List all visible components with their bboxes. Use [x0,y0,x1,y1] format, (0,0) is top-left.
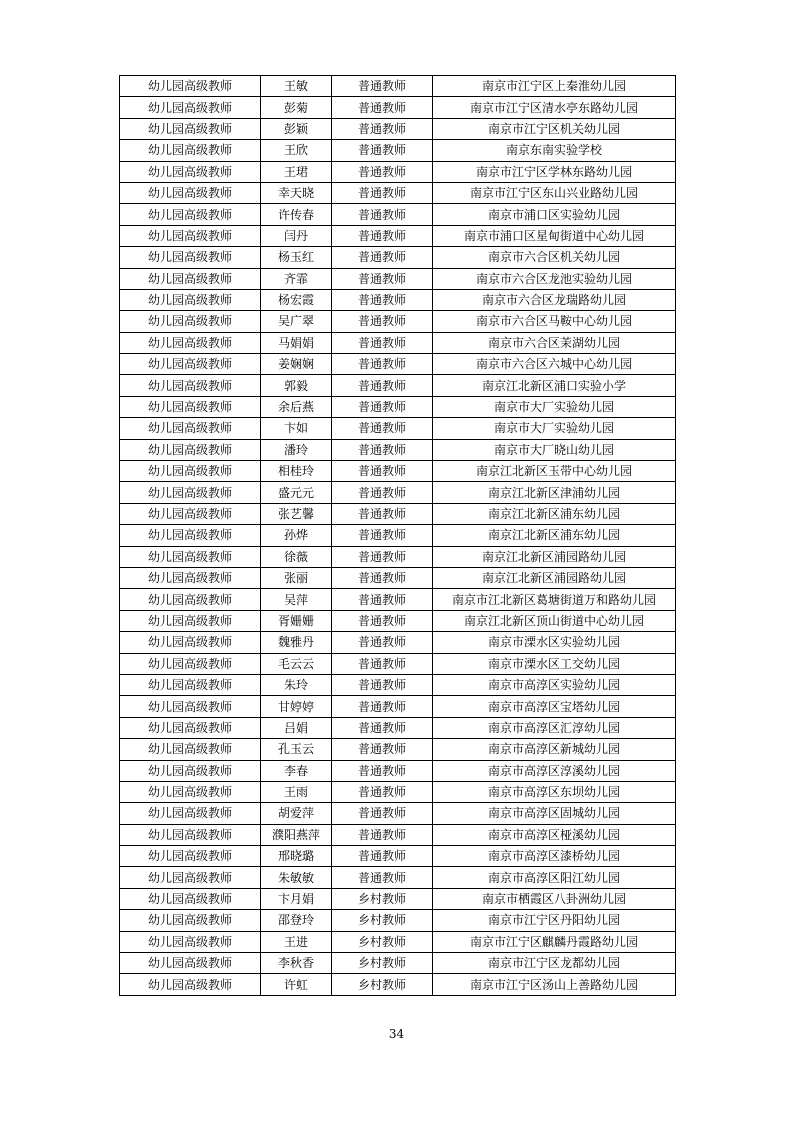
unit-cell: 南京市大厂晓山幼儿园 [433,439,676,460]
title-cell: 幼儿园高级教师 [120,182,261,203]
unit-cell: 南京市高淳区汇淳幼儿园 [433,717,676,738]
table-row [120,76,676,97]
category-cell: 普通教师 [332,674,433,695]
roster-body [120,76,676,996]
unit-cell: 南京市江宁区清水亭东路幼儿园 [433,97,676,118]
name-cell: 王珺 [261,161,332,182]
unit-cell: 南京市江北新区葛塘街道万和路幼儿园 [433,589,676,610]
name-cell: 卞月娟 [261,888,332,909]
name-cell: 姜娴娴 [261,354,332,375]
name-cell: 郭毅 [261,375,332,396]
name-cell: 齐霏 [261,268,332,289]
title-cell: 幼儿园高级教师 [120,632,261,653]
table-row [120,824,676,845]
category-cell: 普通教师 [332,140,433,161]
table-row [120,931,676,952]
table-row [120,953,676,974]
table-row [120,268,676,289]
category-cell: 普通教师 [332,311,433,332]
title-cell: 幼儿园高级教师 [120,739,261,760]
table-row [120,525,676,546]
unit-cell: 南京市江宁区丹阳幼儿园 [433,910,676,931]
name-cell: 邵登玲 [261,910,332,931]
table-row [120,182,676,203]
name-cell: 许虹 [261,974,332,995]
category-cell: 普通教师 [332,653,433,674]
name-cell: 杨玉红 [261,247,332,268]
category-cell: 普通教师 [332,225,433,246]
unit-cell: 南京市六合区机关幼儿园 [433,247,676,268]
table-row [120,632,676,653]
unit-cell: 南京市六合区龙池实验幼儿园 [433,268,676,289]
title-cell: 幼儿园高级教师 [120,567,261,588]
table-row [120,396,676,417]
title-cell: 幼儿园高级教师 [120,953,261,974]
table-row [120,461,676,482]
name-cell: 幸天晓 [261,182,332,203]
unit-cell: 南京市江宁区汤山上善路幼儿园 [433,974,676,995]
name-cell: 彭菊 [261,97,332,118]
table-row [120,375,676,396]
category-cell: 普通教师 [332,289,433,310]
name-cell: 杨宏霞 [261,289,332,310]
table-row [120,439,676,460]
category-cell: 乡村教师 [332,974,433,995]
title-cell: 幼儿园高级教师 [120,439,261,460]
unit-cell: 南京市溧水区实验幼儿园 [433,632,676,653]
title-cell: 幼儿园高级教师 [120,717,261,738]
category-cell: 普通教师 [332,867,433,888]
unit-cell: 南京市高淳区宝塔幼儿园 [433,696,676,717]
table-row [120,311,676,332]
category-cell: 普通教师 [332,632,433,653]
name-cell: 余后燕 [261,396,332,417]
name-cell: 孙烨 [261,525,332,546]
title-cell: 幼儿园高级教师 [120,910,261,931]
name-cell: 王雨 [261,781,332,802]
unit-cell: 南京市高淳区实验幼儿园 [433,674,676,695]
unit-cell: 南京江北新区浦园路幼儿园 [433,567,676,588]
category-cell: 乡村教师 [332,931,433,952]
title-cell: 幼儿园高级教师 [120,482,261,503]
unit-cell: 南京江北新区浦东幼儿园 [433,503,676,524]
category-cell: 普通教师 [332,439,433,460]
unit-cell: 南京市浦口区实验幼儿园 [433,204,676,225]
unit-cell: 南京市浦口区星甸街道中心幼儿园 [433,225,676,246]
category-cell: 普通教师 [332,482,433,503]
category-cell: 普通教师 [332,567,433,588]
category-cell: 普通教师 [332,118,433,139]
category-cell: 普通教师 [332,396,433,417]
category-cell: 普通教师 [332,247,433,268]
table-row [120,247,676,268]
name-cell: 朱玲 [261,674,332,695]
table-row [120,418,676,439]
unit-cell: 南京江北新区浦东幼儿园 [433,525,676,546]
name-cell: 徐薇 [261,546,332,567]
title-cell: 幼儿园高级教师 [120,332,261,353]
table-row [120,888,676,909]
category-cell: 普通教师 [332,503,433,524]
title-cell: 幼儿园高级教师 [120,354,261,375]
category-cell: 普通教师 [332,781,433,802]
category-cell: 普通教师 [332,739,433,760]
title-cell: 幼儿园高级教师 [120,653,261,674]
title-cell: 幼儿园高级教师 [120,503,261,524]
name-cell: 吴萍 [261,589,332,610]
name-cell: 王欣 [261,140,332,161]
table-row [120,567,676,588]
unit-cell: 南京市高淳区桠溪幼儿园 [433,824,676,845]
category-cell: 普通教师 [332,161,433,182]
unit-cell: 南京市六合区六城中心幼儿园 [433,354,676,375]
name-cell: 卞如 [261,418,332,439]
table-row [120,332,676,353]
category-cell: 普通教师 [332,824,433,845]
title-cell: 幼儿园高级教师 [120,824,261,845]
name-cell: 孔玉云 [261,739,332,760]
name-cell: 李秋香 [261,953,332,974]
table-row [120,589,676,610]
table-row [120,610,676,631]
category-cell: 普通教师 [332,696,433,717]
category-cell: 普通教师 [332,354,433,375]
unit-cell: 南京市江宁区学林东路幼儿园 [433,161,676,182]
title-cell: 幼儿园高级教师 [120,247,261,268]
name-cell: 彭颖 [261,118,332,139]
table-row [120,140,676,161]
category-cell: 普通教师 [332,418,433,439]
title-cell: 幼儿园高级教师 [120,525,261,546]
name-cell: 吴广翠 [261,311,332,332]
name-cell: 邢晓璐 [261,846,332,867]
title-cell: 幼儿园高级教师 [120,760,261,781]
teacher-roster-table [119,75,676,996]
page-number: 34 [388,1027,405,1041]
unit-cell: 南京市大厂实验幼儿园 [433,418,676,439]
category-cell: 普通教师 [332,846,433,867]
unit-cell: 南京市江宁区龙都幼儿园 [433,953,676,974]
category-cell: 普通教师 [332,76,433,97]
name-cell: 张艺馨 [261,503,332,524]
name-cell: 闫丹 [261,225,332,246]
category-cell: 普通教师 [332,803,433,824]
title-cell: 幼儿园高级教师 [120,118,261,139]
category-cell: 普通教师 [332,589,433,610]
unit-cell: 南京市溧水区工交幼儿园 [433,653,676,674]
unit-cell: 南京市江宁区东山兴业路幼儿园 [433,182,676,203]
name-cell: 王敏 [261,76,332,97]
table-row [120,289,676,310]
title-cell: 幼儿园高级教师 [120,418,261,439]
table-row [120,696,676,717]
title-cell: 幼儿园高级教师 [120,974,261,995]
unit-cell: 南京江北新区津浦幼儿园 [433,482,676,503]
title-cell: 幼儿园高级教师 [120,610,261,631]
unit-cell: 南京市江宁区机关幼儿园 [433,118,676,139]
table-row [120,910,676,931]
title-cell: 幼儿园高级教师 [120,311,261,332]
title-cell: 幼儿园高级教师 [120,888,261,909]
table-row [120,974,676,995]
title-cell: 幼儿园高级教师 [120,97,261,118]
name-cell: 马娟娟 [261,332,332,353]
name-cell: 毛云云 [261,653,332,674]
title-cell: 幼儿园高级教师 [120,803,261,824]
unit-cell: 南京市大厂实验幼儿园 [433,396,676,417]
title-cell: 幼儿园高级教师 [120,589,261,610]
unit-cell: 南京市高淳区淳溪幼儿园 [433,760,676,781]
unit-cell: 南京市高淳区漆桥幼儿园 [433,846,676,867]
table-row [120,674,676,695]
title-cell: 幼儿园高级教师 [120,225,261,246]
name-cell: 胡爱萍 [261,803,332,824]
name-cell: 胥姗姗 [261,610,332,631]
category-cell: 普通教师 [332,717,433,738]
name-cell: 王进 [261,931,332,952]
title-cell: 幼儿园高级教师 [120,204,261,225]
name-cell: 潘玲 [261,439,332,460]
unit-cell: 南京市六合区茉湖幼儿园 [433,332,676,353]
unit-cell: 南京江北新区浦园路幼儿园 [433,546,676,567]
name-cell: 朱敏敏 [261,867,332,888]
unit-cell: 南京江北新区顶山街道中心幼儿园 [433,610,676,631]
title-cell: 幼儿园高级教师 [120,781,261,802]
category-cell: 普通教师 [332,332,433,353]
unit-cell: 南京东南实验学校 [433,140,676,161]
table-row [120,653,676,674]
title-cell: 幼儿园高级教师 [120,396,261,417]
category-cell: 乡村教师 [332,888,433,909]
category-cell: 普通教师 [332,375,433,396]
category-cell: 普通教师 [332,525,433,546]
title-cell: 幼儿园高级教师 [120,696,261,717]
table-row [120,717,676,738]
unit-cell: 南京市六合区龙瑞路幼儿园 [433,289,676,310]
category-cell: 普通教师 [332,204,433,225]
title-cell: 幼儿园高级教师 [120,76,261,97]
category-cell: 普通教师 [332,461,433,482]
title-cell: 幼儿园高级教师 [120,546,261,567]
name-cell: 李春 [261,760,332,781]
name-cell: 盛元元 [261,482,332,503]
category-cell: 普通教师 [332,182,433,203]
title-cell: 幼儿园高级教师 [120,867,261,888]
unit-cell: 南京市高淳区东坝幼儿园 [433,781,676,802]
unit-cell: 南京市江宁区上秦淮幼儿园 [433,76,676,97]
unit-cell: 南京市六合区马鞍中心幼儿园 [433,311,676,332]
name-cell: 张丽 [261,567,332,588]
table-row [120,225,676,246]
unit-cell: 南京市高淳区阳江幼儿园 [433,867,676,888]
table-row [120,546,676,567]
table-row [120,781,676,802]
table-row [120,503,676,524]
name-cell: 相桂玲 [261,461,332,482]
category-cell: 普通教师 [332,546,433,567]
category-cell: 普通教师 [332,610,433,631]
unit-cell: 南京江北新区玉带中心幼儿园 [433,461,676,482]
title-cell: 幼儿园高级教师 [120,375,261,396]
title-cell: 幼儿园高级教师 [120,268,261,289]
table-row [120,846,676,867]
category-cell: 普通教师 [332,268,433,289]
name-cell: 濮阳燕萍 [261,824,332,845]
name-cell: 许传春 [261,204,332,225]
table-row [120,161,676,182]
table-row [120,760,676,781]
table-row [120,204,676,225]
table-row [120,739,676,760]
unit-cell: 南京市高淳区固城幼儿园 [433,803,676,824]
unit-cell: 南京市高淳区新城幼儿园 [433,739,676,760]
table-row [120,803,676,824]
title-cell: 幼儿园高级教师 [120,931,261,952]
category-cell: 乡村教师 [332,953,433,974]
category-cell: 普通教师 [332,760,433,781]
title-cell: 幼儿园高级教师 [120,140,261,161]
unit-cell: 南京江北新区浦口实验小学 [433,375,676,396]
title-cell: 幼儿园高级教师 [120,161,261,182]
category-cell: 乡村教师 [332,910,433,931]
title-cell: 幼儿园高级教师 [120,461,261,482]
name-cell: 魏雅丹 [261,632,332,653]
table-row [120,97,676,118]
unit-cell: 南京市栖霞区八卦洲幼儿园 [433,888,676,909]
title-cell: 幼儿园高级教师 [120,674,261,695]
unit-cell: 南京市江宁区麒麟丹霞路幼儿园 [433,931,676,952]
table-row [120,354,676,375]
category-cell: 普通教师 [332,97,433,118]
title-cell: 幼儿园高级教师 [120,289,261,310]
table-row [120,867,676,888]
title-cell: 幼儿园高级教师 [120,846,261,867]
table-row [120,118,676,139]
name-cell: 吕娟 [261,717,332,738]
name-cell: 甘婷婷 [261,696,332,717]
table-row [120,482,676,503]
